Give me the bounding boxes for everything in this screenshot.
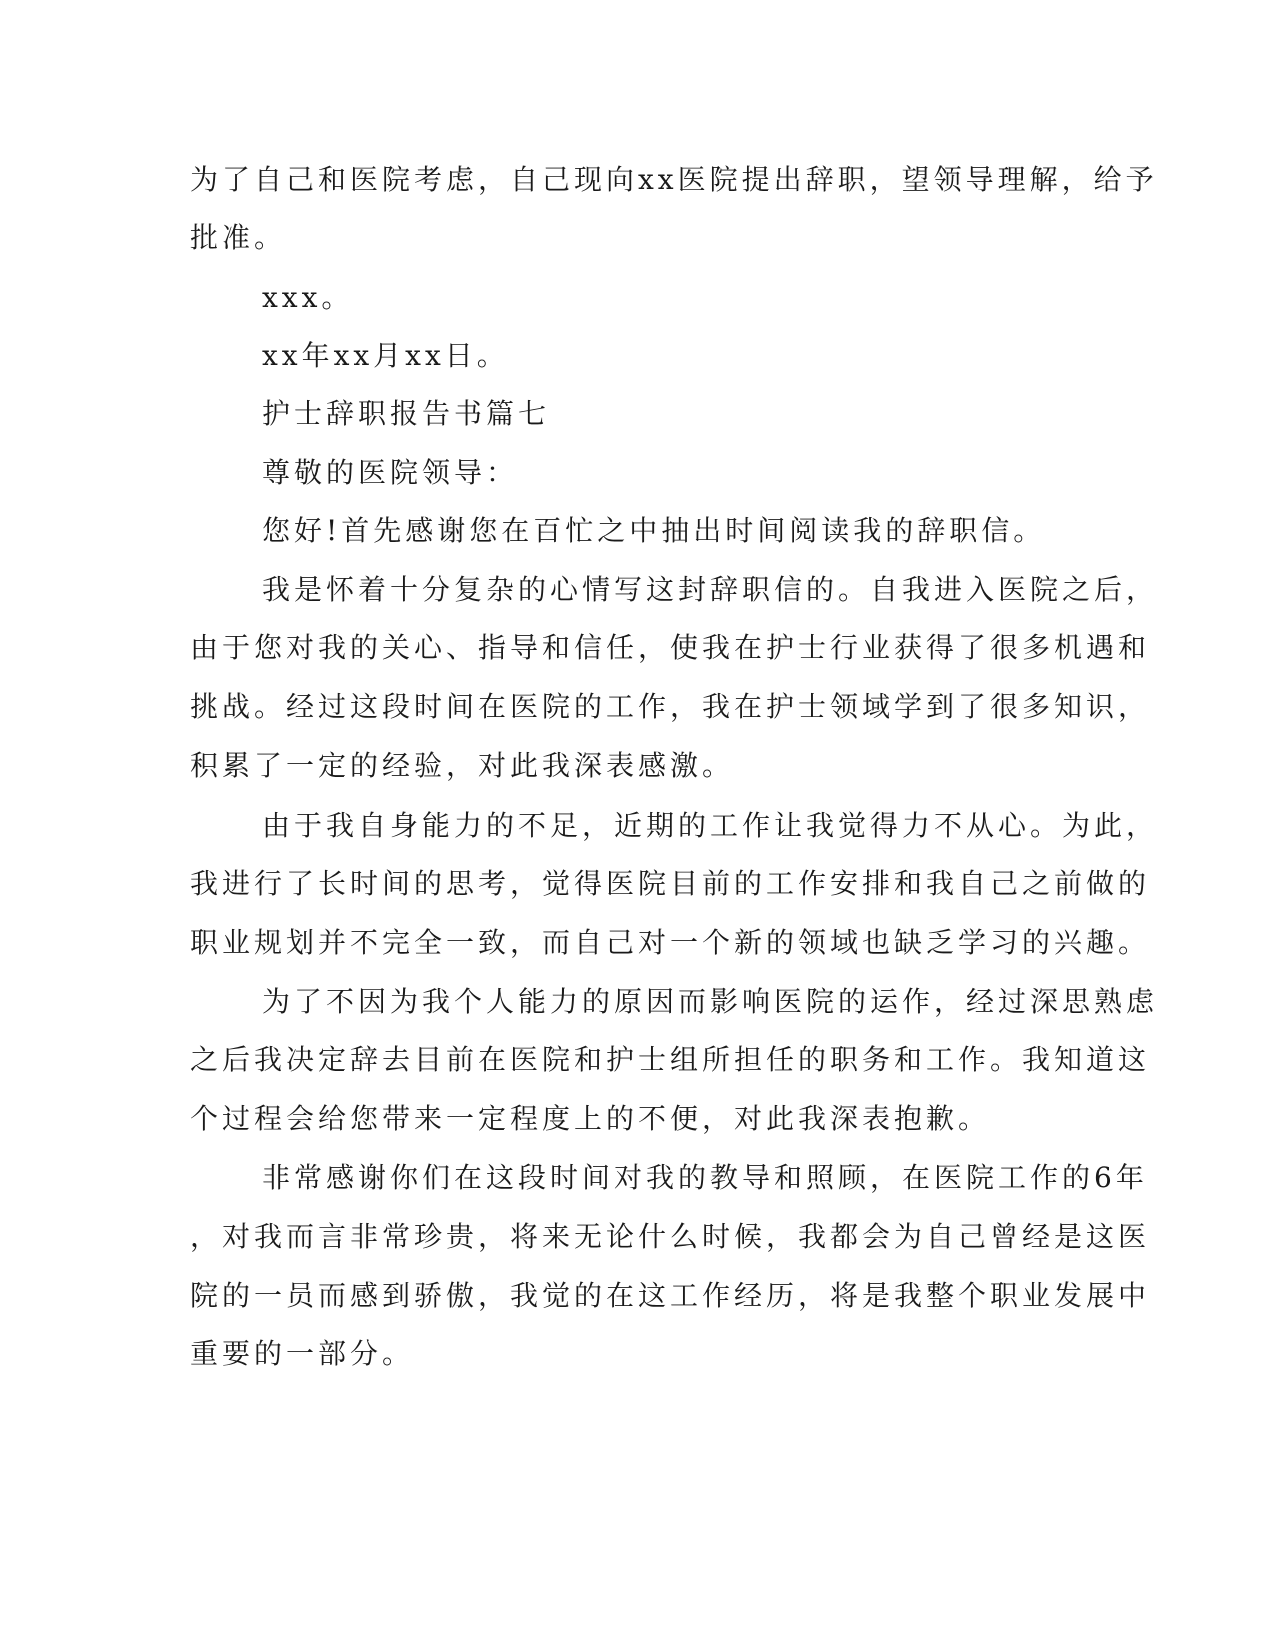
text-line: 积累了一定的经验，对此我深表感激。 (190, 749, 735, 782)
text-line: 批准。 (190, 221, 287, 254)
signature-date: xx年xx月xx日。 (262, 339, 509, 372)
text-line: 院的一员而感到骄傲，我觉的在这工作经历，将是我整个职业发展中 (190, 1279, 1151, 1312)
salutation: 尊敬的医院领导： (262, 456, 519, 489)
signature-name: xxx。 (262, 281, 354, 314)
text-line: 重要的一部分。 (190, 1337, 415, 1370)
text-line: 非常感谢你们在这段时间对我的教导和照顾，在医院工作的6年 (262, 1161, 1148, 1194)
text-line: 我进行了长时间的思考，觉得医院目前的工作安排和我自己之前做的 (190, 867, 1151, 900)
section-heading: 护士辞职报告书篇七 (262, 397, 551, 430)
text-line: 由于我自身能力的不足，近期的工作让我觉得力不从心。为此， (262, 809, 1159, 842)
text-line: 您好!首先感谢您在百忙之中抽出时间阅读我的辞职信。 (262, 514, 1046, 547)
text-line: 为了不因为我个人能力的原因而影响医院的运作，经过深思熟虑 (262, 985, 1159, 1018)
text-line: 挑战。经过这段时间在医院的工作，我在护士领域学到了很多知识， (190, 690, 1151, 723)
text-line: 我是怀着十分复杂的心情写这封辞职信的。自我进入医院之后， (262, 573, 1159, 606)
text-line: 个过程会给您带来一定程度上的不便，对此我深表抱歉。 (190, 1102, 991, 1135)
text-line: 之后我决定辞去目前在医院和护士组所担任的职务和工作。我知道这 (190, 1043, 1151, 1076)
text-line: 为了自己和医院考虑，自己现向xx医院提出辞职，望领导理解，给予 (190, 163, 1158, 196)
text-line: 由于您对我的关心、指导和信任，使我在护士行业获得了很多机遇和 (190, 631, 1151, 664)
text-line: 职业规划并不完全一致，而自己对一个新的领域也缺乏学习的兴趣。 (190, 926, 1151, 959)
text-line: ，对我而言非常珍贵，将来无论什么时候，我都会为自己曾经是这医 (190, 1220, 1151, 1253)
